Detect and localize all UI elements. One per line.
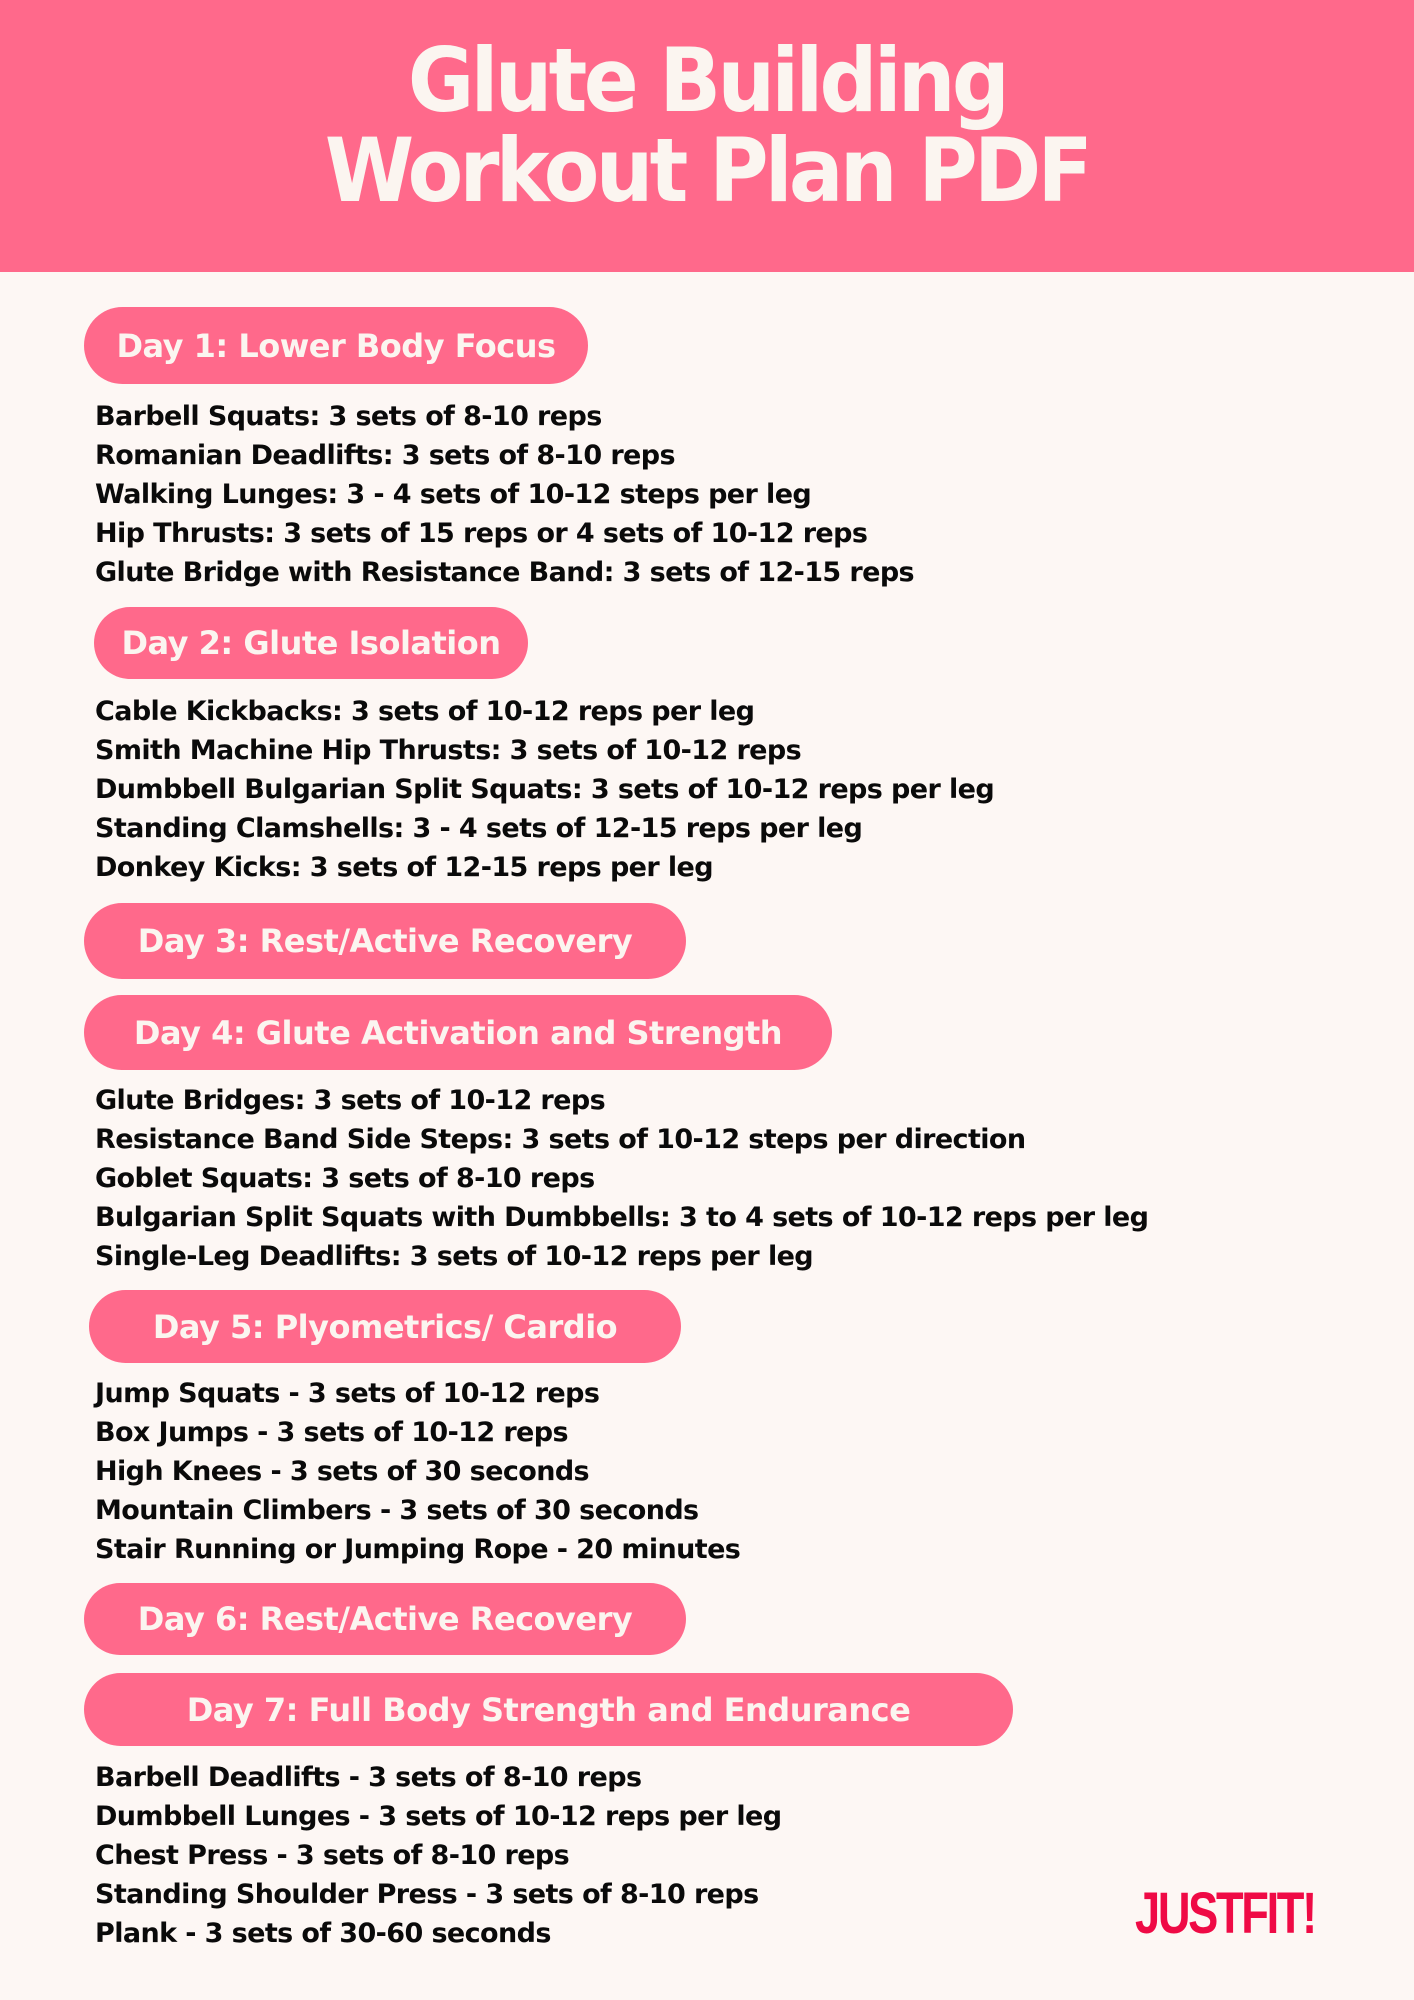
list-item: Cable Kickbacks: 3 sets of 10-12 reps per leg [95,696,755,727]
list-item: Dumbbell Bulgarian Split Squats: 3 sets of 10-12 reps per leg [95,774,995,805]
list-item: Barbell Squats: 3 sets of 8-10 reps [95,401,602,432]
header-banner [0,0,1414,272]
day-4-heading: Day 4: Glute Activation and Strength [84,995,832,1070]
list-item: Romanian Deadlifts: 3 sets of 8-10 reps [95,440,675,471]
day-5-exercise-list [95,1374,740,1569]
list-item: Walking Lunges: 3 - 4 sets of 10-12 steps per leg [95,479,812,510]
day-5-heading: Day 5: Plyometrics/ Cardio [89,1290,681,1363]
day-2-exercise-list [95,692,994,887]
day-4-exercise-list [95,1081,1148,1276]
day-1-exercise-list [95,397,914,592]
list-item: Hip Thrusts: 3 sets of 15 reps or 4 sets of 10-12 reps [95,518,868,549]
list-item: Glute Bridge with Resistance Band: 3 sets of 12-15 reps [95,557,915,588]
list-item: Chest Press - 3 sets of 8-10 reps [95,1840,570,1871]
list-item: Box Jumps - 3 sets of 10-12 reps [95,1417,568,1448]
day-7-exercise-list [95,1758,781,1953]
day-3-heading: Day 3: Rest/Active Recovery [84,903,686,979]
list-item: Plank - 3 sets of 30-60 seconds [95,1918,551,1949]
day-1-heading: Day 1: Lower Body Focus [84,307,588,384]
list-item: Standing Clamshells: 3 - 4 sets of 12-15 reps per leg [95,813,863,844]
list-item: Mountain Climbers - 3 sets of 30 seconds [95,1495,699,1526]
title-line-2: Workout Plan PDF [324,119,1090,222]
title-line-1: Glute Building [407,29,1007,132]
list-item: Dumbbell Lunges - 3 sets of 10-12 reps per leg [95,1801,782,1832]
list-item: Stair Running or Jumping Rope - 20 minutes [95,1534,741,1565]
day-7-heading: Day 7: Full Body Strength and Endurance [84,1673,1013,1746]
list-item: Donkey Kicks: 3 sets of 12-15 reps per leg [95,852,714,883]
day-2-heading: Day 2: Glute Isolation [94,607,528,679]
list-item: Standing Shoulder Press - 3 sets of 8-10 reps [95,1879,759,1910]
page-title [57,29,1358,222]
justfit-logo: JUSTFIT! [1135,1881,1315,1946]
list-item: Glute Bridges: 3 sets of 10-12 reps [95,1085,606,1116]
list-item: Barbell Deadlifts - 3 sets of 8-10 reps [95,1762,642,1793]
list-item: High Knees - 3 sets of 30 seconds [95,1456,590,1487]
list-item: Bulgarian Split Squats with Dumbbells: 3 to 4 sets of 10-12 reps per leg [95,1202,1149,1233]
list-item: Smith Machine Hip Thrusts: 3 sets of 10-12 reps [95,735,802,766]
list-item: Jump Squats - 3 sets of 10-12 reps [95,1378,600,1409]
day-6-heading: Day 6: Rest/Active Recovery [84,1583,686,1655]
list-item: Goblet Squats: 3 sets of 8-10 reps [95,1163,595,1194]
list-item: Single-Leg Deadlifts: 3 sets of 10-12 reps per leg [95,1241,814,1272]
list-item: Resistance Band Side Steps: 3 sets of 10-12 steps per direction [95,1124,1026,1155]
